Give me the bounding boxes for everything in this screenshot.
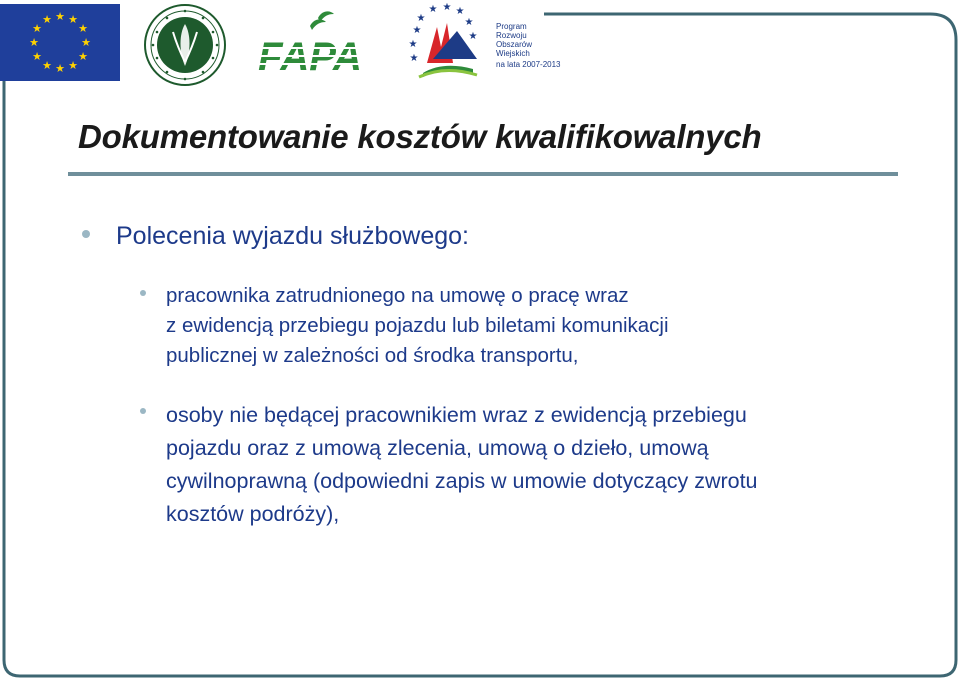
list-item-line: publicznej w zależności od środka transportu, (166, 344, 579, 367)
prow-logo (403, 3, 483, 79)
svg-text:★: ★ (42, 13, 52, 26)
svg-text:★: ★ (29, 36, 39, 49)
svg-text:★: ★ (68, 13, 78, 26)
fapa-logo-text: FAPA (258, 35, 362, 78)
bullet-level1 (82, 230, 90, 238)
svg-text:★: ★ (42, 59, 52, 72)
svg-text:★: ★ (81, 36, 91, 49)
svg-text:★: ★ (409, 53, 419, 64)
svg-text:★: ★ (55, 10, 65, 23)
list-item-line: kosztów podróży), (166, 502, 340, 526)
list-item-line: pracownika zatrudnionego na umowę o pracę wraz (166, 284, 629, 307)
prow-line: Wiejskich (496, 49, 530, 58)
svg-text:★: ★ (68, 59, 78, 72)
list-item-line: osoby nie będącej pracownikiem wraz z ewidencją przebiegu (166, 403, 747, 427)
bullet-level2 (140, 290, 146, 296)
fapa-logo (248, 8, 372, 78)
list-item-line: pojazdu oraz z umową zlecenia, umową o dzieło, umową (166, 436, 709, 460)
ministry-seal-logo (143, 2, 227, 88)
eu-flag-logo (0, 4, 120, 81)
list-item-non-employee (166, 399, 758, 531)
svg-text:★: ★ (468, 31, 478, 42)
svg-text:★: ★ (428, 4, 438, 15)
svg-text:★: ★ (32, 22, 42, 35)
bullet-level2 (140, 408, 146, 414)
svg-text:★: ★ (408, 39, 418, 50)
svg-text:★: ★ (442, 3, 452, 13)
svg-text:★: ★ (78, 50, 88, 63)
list-item-line: z ewidencją przebiegu pojazdu lub biletami komunikacji (166, 314, 669, 337)
svg-text:★: ★ (78, 22, 88, 35)
svg-text:★: ★ (455, 6, 465, 17)
list-item-line: cywilnoprawną (odpowiedni zapis w umowie dotyczący zwrotu (166, 469, 758, 493)
prow-line: Obszarów (496, 40, 533, 49)
prow-line: Rozwoju (496, 31, 527, 40)
list-item-employee (166, 281, 669, 371)
svg-text:★: ★ (55, 62, 65, 75)
slide-title: Dokumentowanie kosztów kwalifikowalnych (78, 118, 762, 155)
svg-text:★: ★ (32, 50, 42, 63)
prow-years: na lata 2007-2013 (496, 60, 561, 69)
svg-text:★: ★ (416, 13, 426, 24)
svg-text:★: ★ (464, 17, 474, 28)
prow-logo-text (496, 22, 561, 69)
title-divider (68, 172, 898, 176)
svg-text:★: ★ (412, 25, 422, 36)
prow-line: Program (496, 22, 527, 31)
level1-heading: Polecenia wyjazdu służbowego: (116, 222, 469, 250)
